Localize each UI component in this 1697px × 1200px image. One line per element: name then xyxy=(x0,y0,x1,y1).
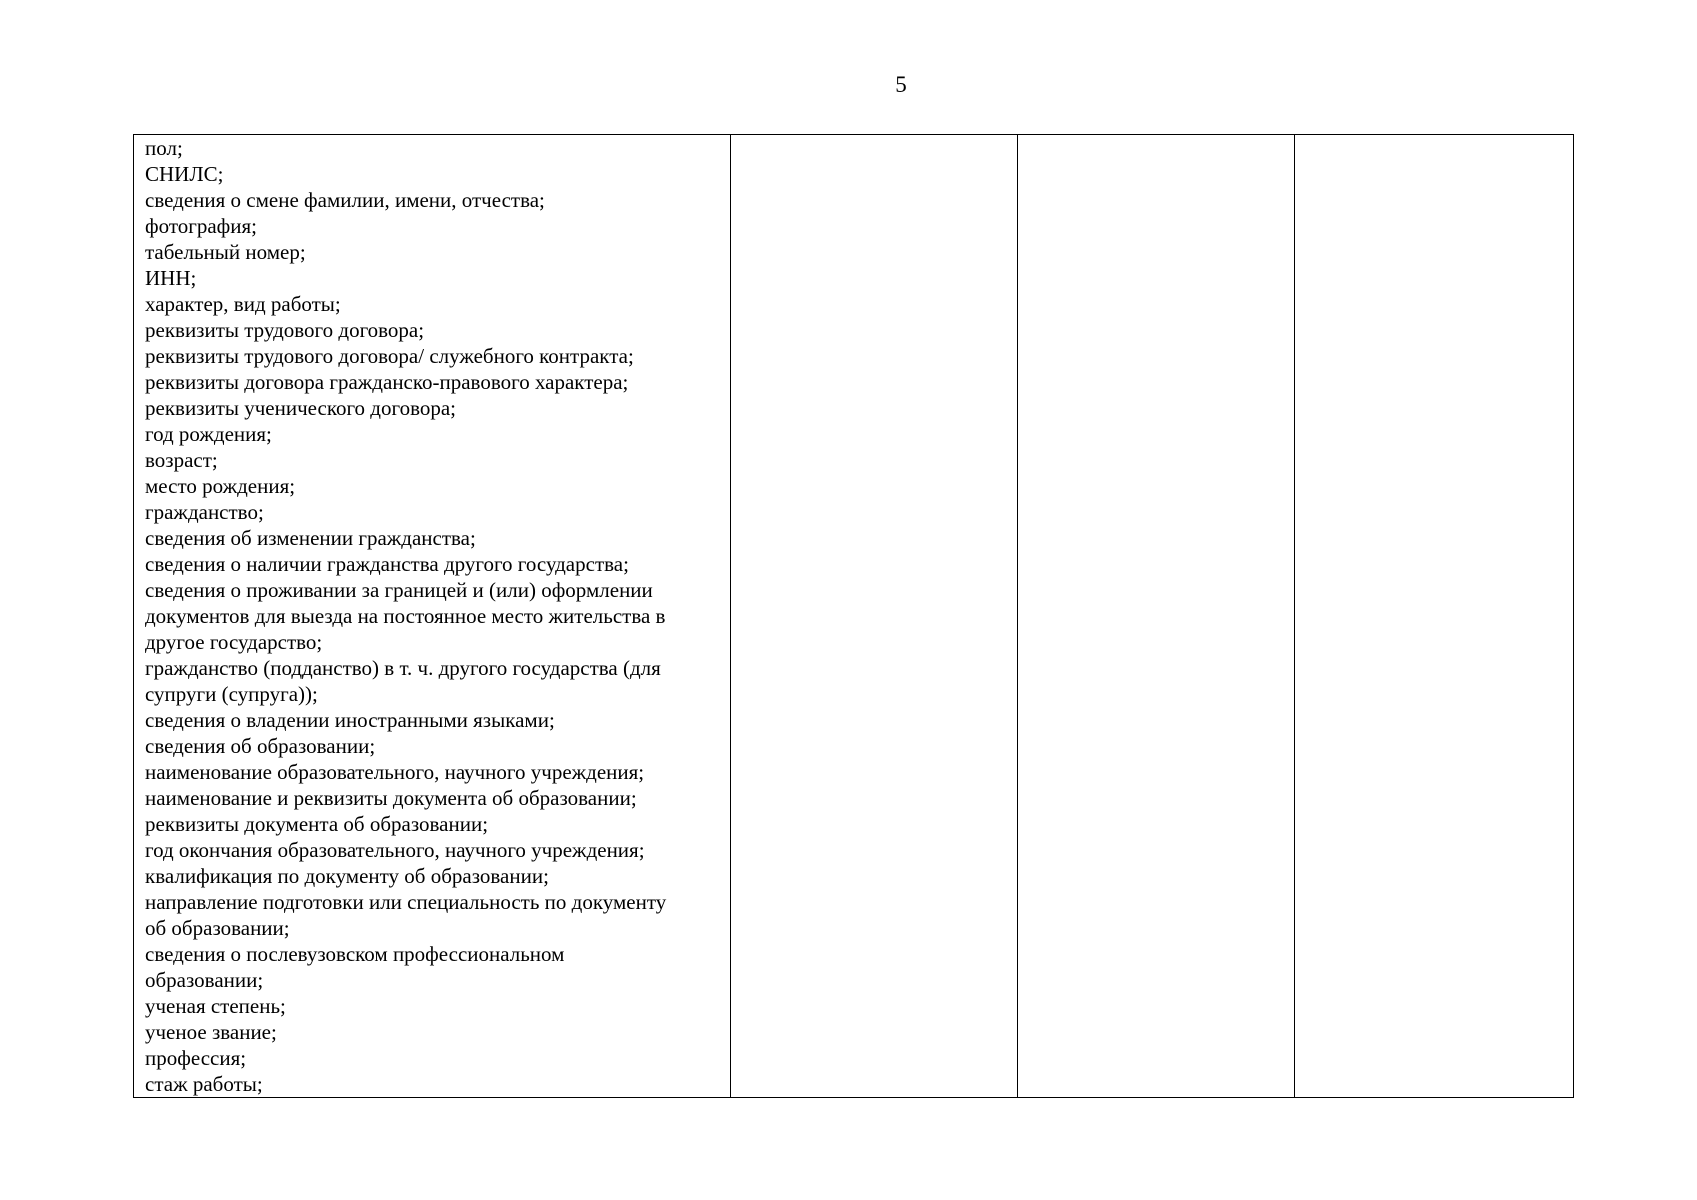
empty-cell-3 xyxy=(1018,135,1295,1098)
list-item: возраст; xyxy=(145,448,218,472)
list-item: характер, вид работы; xyxy=(145,292,341,316)
page-number: 5 xyxy=(895,72,907,97)
list-item: год окончания образовательного, научного учреждения; xyxy=(145,838,645,862)
list-item: реквизиты трудового договора; xyxy=(145,318,425,342)
list-item: об образовании; xyxy=(145,916,290,940)
list-item: сведения о проживании за границей и (или) оформлении xyxy=(145,578,653,602)
list-item: наименование и реквизиты документа об образовании; xyxy=(145,786,637,810)
empty-cell-2 xyxy=(731,135,1018,1098)
list-item: сведения об изменении гражданства; xyxy=(145,526,476,550)
list-item: сведения о наличии гражданства другого государства; xyxy=(145,552,629,576)
list-item: ученая степень; xyxy=(145,994,286,1018)
list-item: квалификация по документу об образовании; xyxy=(145,864,549,888)
empty-cell-4 xyxy=(1295,135,1574,1098)
table-row xyxy=(134,135,1574,1098)
list-item: СНИЛС; xyxy=(145,162,224,186)
list-item: образовании; xyxy=(145,968,264,992)
list-item: сведения об образовании; xyxy=(145,734,376,758)
list-item: супруги (супруга)); xyxy=(145,682,318,706)
list-item: ученое звание; xyxy=(145,1020,277,1044)
list-item: ИНН; xyxy=(145,266,197,290)
list-item: гражданство (подданство) в т. ч. другого государства (для xyxy=(145,656,661,680)
list-item: сведения о владении иностранными языками; xyxy=(145,708,555,732)
personal-data-list xyxy=(134,135,730,1097)
list-item: сведения о послевузовском профессиональном xyxy=(145,942,565,966)
list-item: пол; xyxy=(145,136,183,160)
list-item: сведения о смене фамилии, имени, отчества; xyxy=(145,188,545,212)
list-item: стаж работы; xyxy=(145,1072,263,1096)
list-item: реквизиты договора гражданско-правового характера; xyxy=(145,370,629,394)
list-item: направление подготовки или специальность по документу xyxy=(145,890,667,914)
list-item: наименование образовательного, научного учреждения; xyxy=(145,760,645,784)
list-item: реквизиты документа об образовании; xyxy=(145,812,489,836)
list-item: год рождения; xyxy=(145,422,272,446)
personal-data-list-cell xyxy=(134,135,731,1098)
list-item: место рождения; xyxy=(145,474,296,498)
personal-data-table xyxy=(133,134,1574,1098)
list-item: гражданство; xyxy=(145,500,264,524)
list-item: фотография; xyxy=(145,214,258,238)
list-item: табельный номер; xyxy=(145,240,306,264)
list-item: другое государство; xyxy=(145,630,323,654)
list-item: реквизиты ученического договора; xyxy=(145,396,457,420)
list-item: профессия; xyxy=(145,1046,247,1070)
list-item: документов для выезда на постоянное место жительства в xyxy=(145,604,666,628)
list-item: реквизиты трудового договора/ служебного контракта; xyxy=(145,344,634,368)
